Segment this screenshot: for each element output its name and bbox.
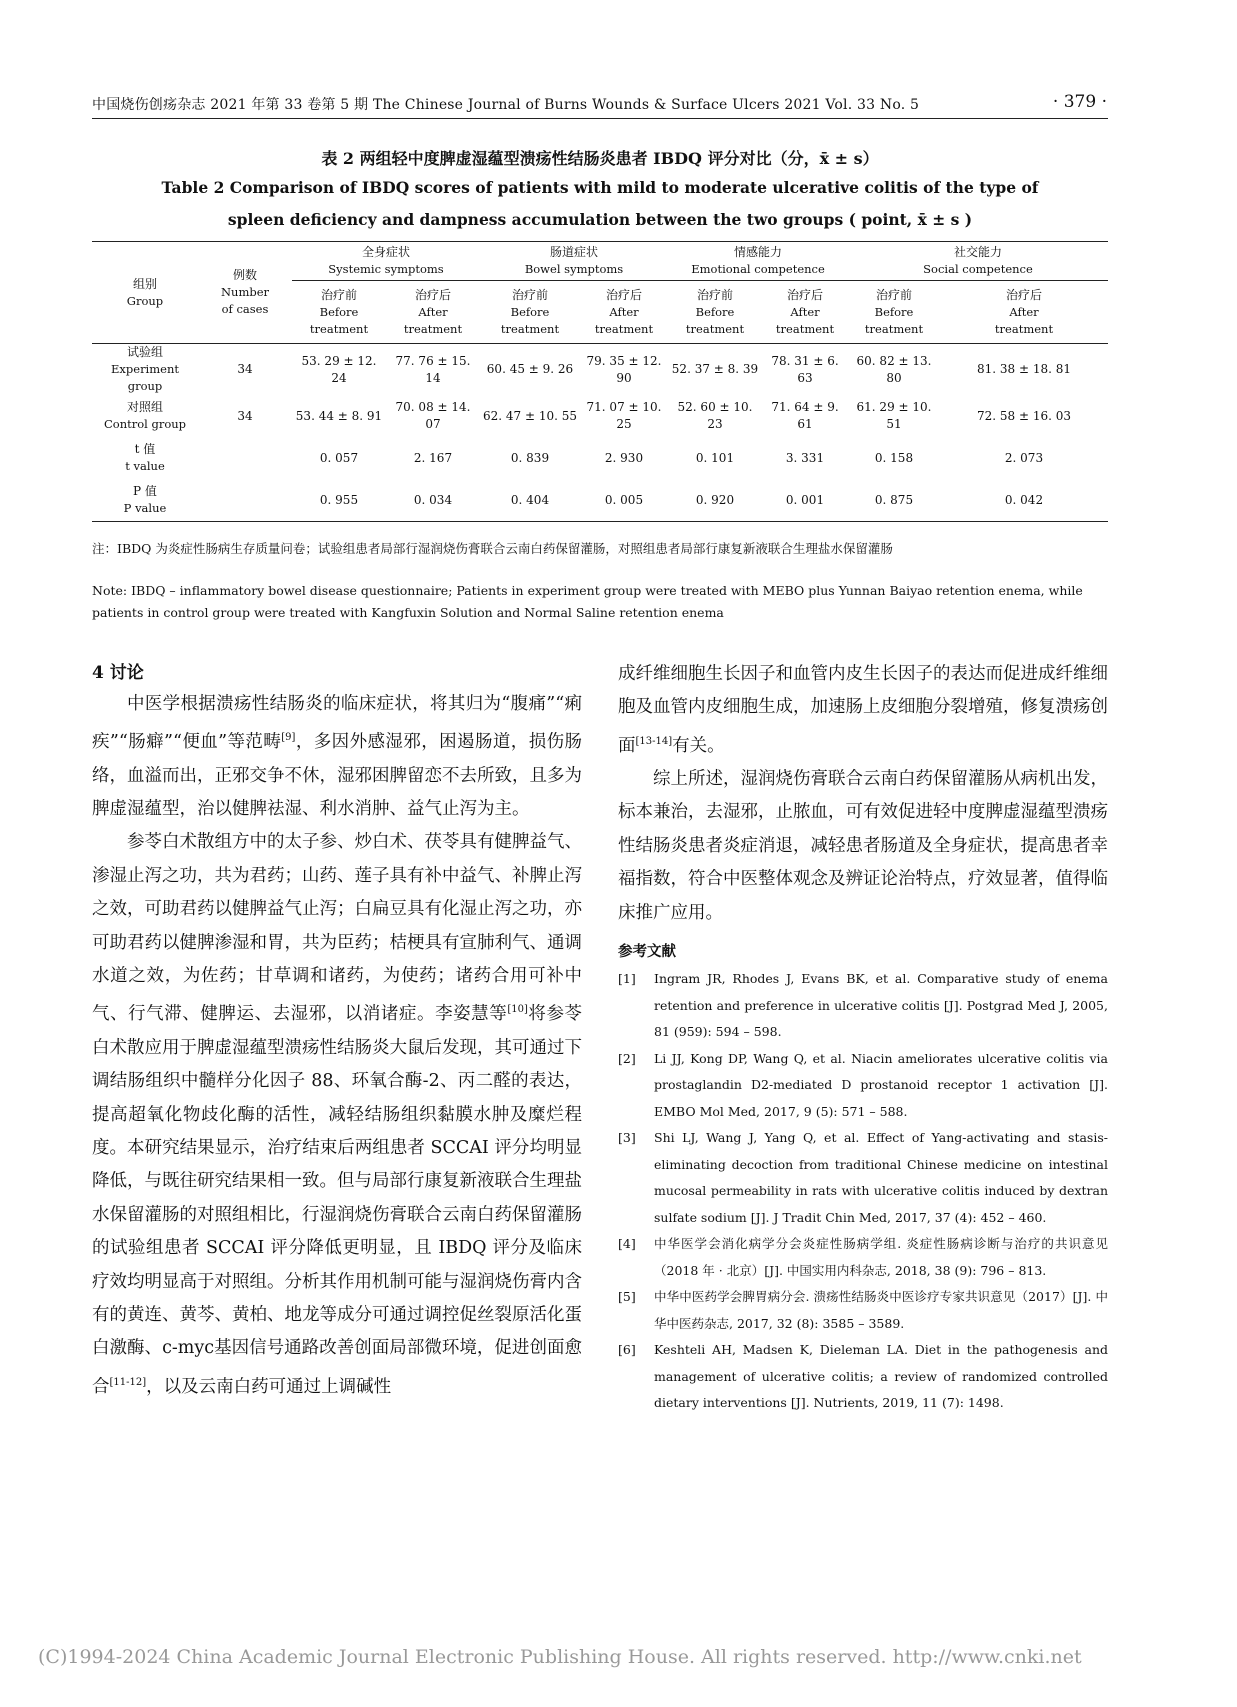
copyright-footer: (C)1994-2024 China Academic Journal Electronic Publishing House. All rights reserved. http://www.cnki.net <box>38 1646 1082 1668</box>
before-header: 治疗前 Before treatment <box>864 287 924 336</box>
after-header: 治疗后 After treatment <box>403 287 463 336</box>
reference-item: [3] Shi LJ, Wang J, Yang Q, et al. Effect of Yang-activating and stasis-eliminating decoction from traditional Chinese medicine on intestinal mucosal permeability in rats with ulcerative colitis induced by dextran sulfate sodium [J]. J Tradit Chin Med, 2017, 37 (4): 452 – 460. <box>618 1130 1108 1225</box>
after-header: 治疗后 After treatment <box>594 287 654 336</box>
group-header: 组别 Group <box>92 242 198 344</box>
category-header-systemic: 全身症状 Systemic symptoms <box>292 242 480 281</box>
table-caption-en-line1: Table 2 Comparison of IBDQ scores of patients with mild to moderate ulcerative colitis of the type of <box>161 178 1039 197</box>
before-header: 治疗前 Before treatment <box>500 287 560 336</box>
reference-item: [4] 中华医学会消化病学分会炎症性肠病学组. 炎症性肠病诊断与治疗的共识意见（2018 年 · 北京）[J]. 中国实用内科杂志, 2018, 38 (9): 796 – 813. <box>618 1236 1108 1278</box>
table-row: t 值 t value 0. 057 2. 167 0. 839 2. 930 0. 101 3. 331 0. 158 2. 073 <box>125 442 1044 473</box>
category-header-social: 社交能力 Social competence <box>848 242 1108 281</box>
journal-header: 中国烧伤创疡杂志 2021 年第 33 卷第 5 期 The Chinese Journal of Burns Wounds & Surface Ulcers 2021 Vol. 33 No. 5 <box>92 97 920 113</box>
table-caption-cn: 表 2 两组轻中度脾虚湿蕴型溃疡性结肠炎患者 IBDQ 评分对比（分，x̄ ± s） <box>321 149 879 168</box>
table-caption-en-line2: spleen deficiency and dampness accumulation between the two groups ( point, x̄ ± s ) <box>227 210 973 229</box>
category-header-emotional: 情感能力 Emotional competence <box>668 242 848 281</box>
references-title: 参考文献 <box>618 943 676 961</box>
reference-item: [5] 中华中医药学会脾胃病分会. 溃疡性结肠炎中医诊疗专家共识意见（2017）[J]. 中华中医药杂志, 2017, 32 (8): 3585 – 3589. <box>618 1289 1108 1331</box>
table-row: P 值 P value 0. 955 0. 034 0. 404 0. 005 0. 920 0. 001 0. 875 0. 042 <box>92 479 1108 522</box>
before-header: 治疗前 Before treatment <box>309 287 369 336</box>
discussion-paragraph-3: 成纤维细胞生长因子和血管内皮生长因子的表达而促进成纤维细胞及血管内皮细胞生成，加速肠上皮细胞分裂增殖，修复溃疡创面[13-14]有关。 <box>618 664 1108 756</box>
right-column <box>618 658 1108 1417</box>
page-number: · 379 · <box>1052 92 1107 112</box>
section-title: 4 讨论 <box>92 663 144 683</box>
after-header: 治疗后 After treatment <box>775 287 835 336</box>
category-header-bowel: 肠道症状 Bowel symptoms <box>480 242 668 281</box>
header-rule <box>92 118 1108 119</box>
table-note-en: Note: IBDQ – inflammatory bowel disease questionnaire; Patients in experiment group were treated with MEBO plus Yunnan Baiyao retention enema, while patients in control group were treated with Kangfuxin Solution and Normal Saline retention enema <box>92 583 1083 620</box>
table-note-cn: 注：IBDQ 为炎症性肠病生存质量问卷；试验组患者局部行湿润烧伤膏联合云南白药保留灌肠，对照组患者局部行康复新液联合生理盐水保留灌肠 <box>92 541 893 556</box>
reference-item: [2] Li JJ, Kong DP, Wang Q, et al. Niacin ameliorates ulcerative colitis via prostaglandin D2-mediated D prostanoid receptor 1 activation [J]. EMBO Mol Med, 2017, 9 (5): 571 – 588. <box>618 1050 1108 1119</box>
reference-item: [1] Ingram JR, Rhodes J, Evans BK, et al. Comparative study of enema retention and preference in ulcerative colitis [J]. Postgrad Med J, 2005, 81 (959): 594 – 598. <box>618 971 1108 1040</box>
left-column <box>92 658 582 1404</box>
cases-header: 例数 Number of cases <box>198 242 292 344</box>
after-header: 治疗后 After treatment <box>994 287 1054 336</box>
ibdq-table <box>92 241 1108 522</box>
table-row: 对照组 Control group 34 53. 44 ± 8. 91 70. 08 ± 14. 07 62. 47 ± 10. 55 71. 07 ± 10. 25 52. 60 ± 10. 23 71. 64 ± 9. 61 61. 29 ± 10. 51 72. 58 ± 16. 03 <box>103 400 1072 431</box>
before-header: 治疗前 Before treatment <box>685 287 745 336</box>
conclusion-paragraph: 综上所述，湿润烧伤膏联合云南白药保留灌肠从病机出发，标本兼治，去湿邪，止脓血，可有效促进轻中度脾虚湿蕴型溃疡性结肠炎患者炎症消退，减轻患者肠道及全身症状，提高患者幸福指数，符合中医整体观念及辨证论治特点，疗效显著，值得临床推广应用。 <box>618 769 1108 923</box>
table-row: 试验组 Experiment group 34 53. 29 ± 12. 24 77. 76 ± 15. 14 60. 45 ± 9. 26 79. 35 ± 12. 90 52. 37 ± 8. 39 78. 31 ± 6. 63 60. 82 ± 13. 80 81. 38 ± 18. 81 <box>111 345 1072 393</box>
discussion-paragraph-1: 中医学根据溃疡性结肠炎的临床症状，将其归为“腹痛”“痢疾”“肠癖”“便血”等范畴[9]，多因外感湿邪，困遏肠道，损伤肠络，血溢而出，正邪交争不休，湿邪困脾留恋不去所致，且多为脾虚湿蕴型，治以健脾祛湿、利水消肿、益气止泻为主。 <box>92 694 583 820</box>
discussion-paragraph-2: 参苓白术散组方中的太子参、炒白术、茯苓具有健脾益气、渗湿止泻之功，共为君药；山药、莲子具有补中益气、补脾止泻之效，可助君药以健脾益气止泻；白扁豆具有化湿止泻之功，亦可助君药以健脾渗湿和胃，共为臣药；桔梗具有宣肺利气、通调水道之效，为佐药；甘草调和诸药，为使药；诸药合用可补中气、行气滞、健脾运、去湿邪，以消诸症。李姿慧等[10]将参苓白术散应用于脾虚湿蕴型溃疡性结肠炎大鼠后发现，其可通过下调结肠组织中髓样分化因子 88、环氧合酶-2、丙二醛的表达，提高超氧化物歧化酶的活性，减轻结肠组织黏膜水肿及糜烂程度。本研究结果显示，治疗结束后两组患者 SCCAI 评分均明显降低，与既往研究结果相一致。但与局部行康复新液联合生理盐水保留灌肠的对照组相比，行湿润烧伤膏联合云南白药保留灌肠的试验组患者 SCCAI 评分降低更明显，且 IBDQ 评分及临床疗效均明显高于对照组。分析其作用机制可能与湿润烧伤膏内含有的黄连、黄芩、黄柏、地龙等成分可通过调控促丝裂原活化蛋白激酶、c-myc基因信号通路改善创面局部微环境，促进创面愈合[11-12]，以及云南白药可通过上调碱性 <box>92 832 583 1397</box>
reference-item: [6] Keshteli AH, Madsen K, Dieleman LA. Diet in the pathogenesis and management of ulcerative colitis; a review of randomized controlled dietary interventions [J]. Nutrients, 2019, 11 (7): 1498. <box>618 1342 1108 1411</box>
